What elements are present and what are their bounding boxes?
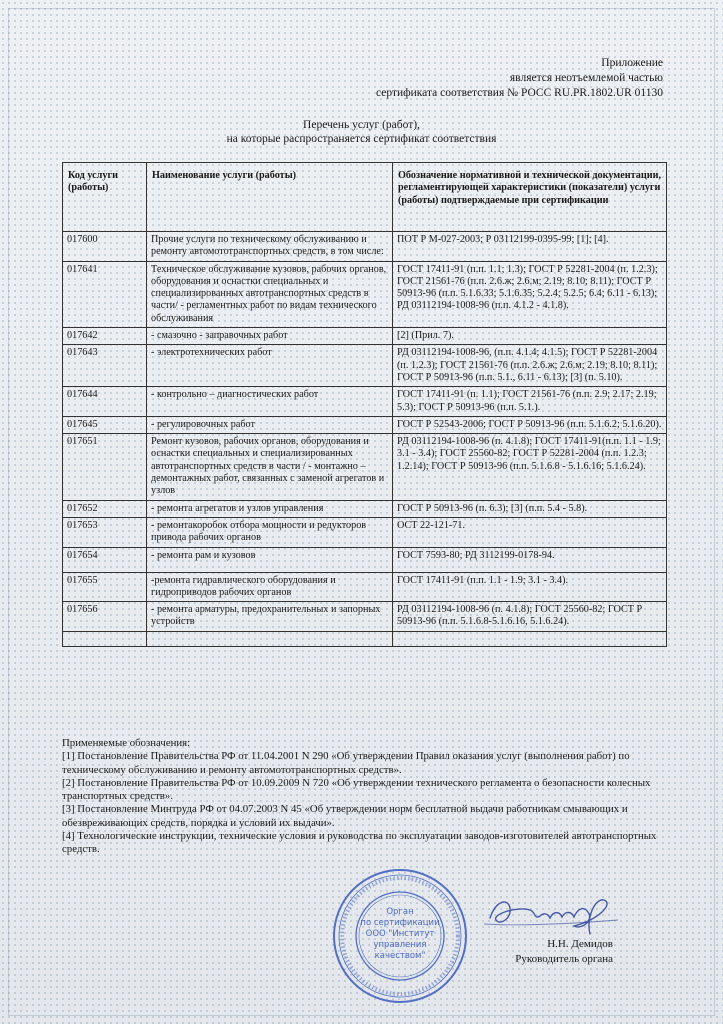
row-name: - регулировочных работ (147, 416, 393, 433)
table-header-row (63, 163, 667, 232)
row-code: 017652 (63, 500, 147, 517)
table-row (63, 602, 667, 632)
row-code: 017653 (63, 517, 147, 547)
note-item: [4] Технологические инструкции, технические условия и руководства по эксплуатации заводов-изготовителей автотранспортных средств. (62, 830, 657, 856)
appendix-label: Приложение (601, 57, 663, 69)
signer-name: Н.Н. Демидов (547, 938, 613, 950)
list-title (0, 118, 723, 146)
table-row (63, 572, 667, 602)
row-docs: ГОСТ 17411-91 (п.п. 1.1 - 1.9; 3.1 - 3.4). (393, 572, 667, 602)
signer-block (515, 937, 613, 966)
list-title-line-2: на которые распространяется сертификат соответствия (226, 133, 497, 145)
note-item: [3] Постановление Минтруда РФ от 04.07.2003 N 45 «Об утверждении норм бесплатной выдачи работникам смывающих и обезвреживающих средств, порядка и условий их выдачи». (62, 803, 628, 829)
row-name: - смазочно - заправочных работ (147, 328, 393, 345)
table-row (63, 500, 667, 517)
round-seal-stamp (330, 866, 470, 1006)
stamp-line-5: качеством" (374, 951, 426, 961)
row-name: Ремонт кузовов, рабочих органов, оборудования и оснастки специальных и специализированных автотранспортных средств в части / - монтажно – демонтажных работ, связанных с заменой агрегатов и узлов (147, 434, 393, 500)
appendix-header (376, 56, 663, 101)
row-docs: ОСТ 22-121-71. (393, 517, 667, 547)
table-row (63, 387, 667, 417)
row-code: 017656 (63, 602, 147, 632)
header-code: Код услуги (работы) (63, 163, 147, 232)
row-code: 017651 (63, 434, 147, 500)
row-docs: РД 03112194-1008-96 (п. 4.1.8); ГОСТ 17411-91(п.п. 1.1 - 1.9; 3.1 - 3.4); ГОСТ 25560-82; ГОСТ Р 52281-2004 (п.п. 1.2.3; 1.2.14); ГОСТ Р 50913-96 (п.п. 5.1.6.8 - 5.1.6.16; 5.1.6.24). (393, 434, 667, 500)
table-row (63, 328, 667, 345)
row-code: 017600 (63, 232, 147, 262)
notes-section (62, 737, 672, 857)
note-item: [1] Постановление Правительства РФ от 11.04.2001 N 290 «Об утверждении Правил оказания услуг (выполнения работ) по техническому обслуживанию и ремонту автомототранспортных средств». (62, 750, 630, 776)
notes-heading: Применяемые обозначения: (62, 737, 191, 749)
header-name: Наименование услуги (работы) (147, 163, 393, 232)
row-docs: ГОСТ Р 52543-2006; ГОСТ Р 50913-96 (п.п. 5.1.6.2; 5.1.6.20). (393, 416, 667, 433)
stamp-line-4: управления (373, 940, 427, 950)
row-name: - электротехнических работ (147, 345, 393, 387)
row-name: - ремонта арматуры, предохранительных и запорных устройств (147, 602, 393, 632)
table-row (63, 232, 667, 262)
row-name: - ремонта агрегатов и узлов управления (147, 500, 393, 517)
row-name: Техническое обслуживание кузовов, рабочих органов, оборудования и оснастки специальных и специализированных автотранспортных средств в части/ - регламентных работ по видам технического обслуживания (147, 261, 393, 327)
list-title-line-1: Перечень услуг (работ), (303, 119, 420, 131)
stamp-line-1: Орган (386, 907, 414, 917)
table-row-empty (63, 631, 667, 646)
row-code: 017641 (63, 261, 147, 327)
row-code: 017643 (63, 345, 147, 387)
table-row (63, 345, 667, 387)
row-name: Прочие услуги по техническому обслуживанию и ремонту автомототранспортных средств, в том числе: (147, 232, 393, 262)
table-row (63, 517, 667, 547)
stamp-line-3: ООО "Институт (365, 929, 435, 939)
row-code: 017655 (63, 572, 147, 602)
row-code: 017642 (63, 328, 147, 345)
row-name: - ремонта рам и кузовов (147, 547, 393, 572)
appendix-note: является неотъемлемой частью (509, 72, 663, 84)
row-docs: ПОТ Р М-027-2003; Р 03112199-0395-99; [1]; [4]. (393, 232, 667, 262)
signature-mark (478, 890, 628, 940)
row-docs: ГОСТ 17411-91 (п.п. 1.1; 1.3); ГОСТ Р 52281-2004 (п. 1.2.3); ГОСТ 21561-76 (п.п. 2.6.ж; 2.6.м; 2.19; 8.10; 8.11); ГОСТ Р 50913-96 (п.п. 5.1.6.33; 5.1.6.35; 5.2.4; 5.2.5; 6.4; 6.11 - 6.13); РД 03112194-1008-96 (п.п. 4.1.2 - 4.1.8). (393, 261, 667, 327)
row-docs: ГОСТ Р 50913-96 (п. 6.3); [3] (п.п. 5.4 - 5.8). (393, 500, 667, 517)
row-docs: РД 03112194-1008-96 (п. 4.1.8); ГОСТ 25560-82; ГОСТ Р 50913-96 (п.п. 5.1.6.8-5.1.6.16, 5.1.6.24). (393, 602, 667, 632)
row-name: - контрольно – диагностических работ (147, 387, 393, 417)
row-docs: ГОСТ 17411-91 (п. 1.1); ГОСТ 21561-76 (п.п. 2.9; 2.17; 2.19; 5.3); ГОСТ Р 50913-96 (п.п. 5.1.). (393, 387, 667, 417)
certificate-number: сертификата соответствия № РОСС RU.PR.1802.UR 01130 (376, 87, 663, 99)
row-name: -ремонта гидравлического оборудования и гидроприводов рабочих органов (147, 572, 393, 602)
note-item: [2] Постановление Правительства РФ от 10.09.2009 N 720 «Об утверждении технического регламента о безопасности колесных транспортных средств». (62, 776, 651, 803)
row-docs: [2] (Прил. 7). (393, 328, 667, 345)
table-row (63, 261, 667, 327)
row-docs: РД 03112194-1008-96, (п.п. 4.1.4; 4.1.5); ГОСТ Р 52281-2004 (п. 1.2.3); ГОСТ 21561-76 (п.п. 2.6.ж; 2.6.м; 2.19; 8.10; 8.11); ГОСТ Р 50913-96 (п.п. 5.1., 6.11 - 6.13); [3] (п. 5.10). (393, 345, 667, 387)
row-name: - ремонтакоробок отбора мощности и редукторов привода рабочих органов (147, 517, 393, 547)
row-code (63, 631, 147, 646)
header-docs: Обозначение нормативной и технической документации, регламентирующей характеристики (показатели) услуги (работы) подтверждаемые при сертификации (393, 163, 667, 232)
services-table (62, 162, 667, 647)
table-row (63, 416, 667, 433)
stamp-line-2: по сертификации (360, 918, 440, 928)
table-row (63, 547, 667, 572)
row-docs (393, 631, 667, 646)
row-code: 017644 (63, 387, 147, 417)
row-code: 017654 (63, 547, 147, 572)
table-row (63, 434, 667, 500)
row-code: 017645 (63, 416, 147, 433)
row-docs: ГОСТ 7593-80; РД 3112199-0178-94. (393, 547, 667, 572)
signer-position: Руководитель органа (515, 952, 613, 965)
row-name (147, 631, 393, 646)
